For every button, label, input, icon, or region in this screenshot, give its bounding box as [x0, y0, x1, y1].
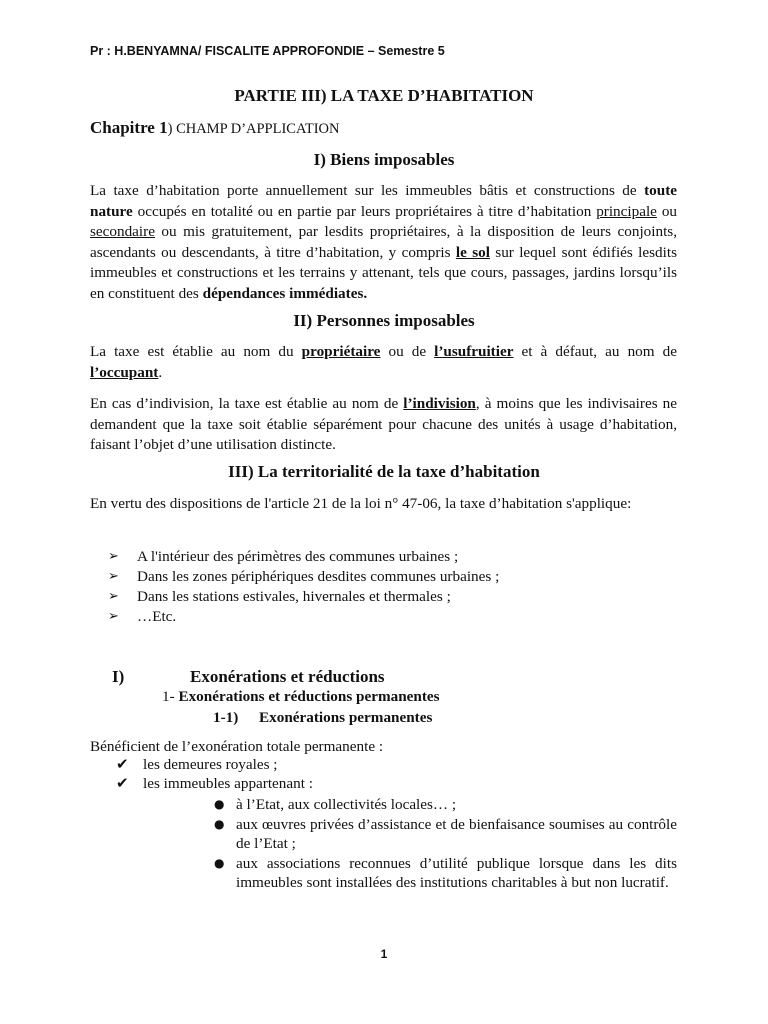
exoneration-check-list: [116, 755, 313, 793]
personnes-paragraph-2: En cas d’indivision, la taxe est établie au nom de l’indivision, à moins que les indivisaires ne demandent que la taxe soit établie séparément pour chacune des unités à usage d’habitation, faisant l’objet d’une utilisation distincte.: [90, 395, 677, 453]
emph-proprietaire: propriétaire: [301, 343, 381, 360]
list-item: ➢ Dans les stations estivales, hivernales et thermales ;: [108, 588, 451, 605]
subsection-exonerations-permanentes: 1-1) Exonérations permanentes: [213, 709, 433, 726]
emph-le-sol: le sol: [455, 243, 490, 261]
emph-dependances: dépendances immédiates.: [202, 284, 368, 302]
arrowhead-icon: ➢: [108, 609, 119, 624]
emph-principale: principale: [596, 202, 657, 220]
check-icon: ✔: [116, 755, 129, 773]
list-item: ➢ …Etc.: [108, 608, 177, 625]
section-territorialite-heading: III) La territorialité de la taxe d’habitation: [228, 462, 540, 481]
emph-secondaire: secondaire: [90, 223, 155, 240]
arrowhead-icon: ➢: [108, 569, 119, 584]
exoneration-lead: Bénéficient de l’exonération totale permanente :: [90, 738, 384, 755]
personnes-paragraph-1: La taxe est établie au nom du propriétaire ou de l’usufruitier et à défaut, au nom de l’occupant.: [90, 343, 677, 381]
section-exonerations-heading: I) Exonérations et réductions: [112, 667, 385, 686]
partie-title: PARTIE III) LA TAXE D’HABITATION: [234, 86, 534, 105]
emph-toute-nature: toute nature: [90, 182, 677, 220]
check-icon: ✔: [116, 774, 129, 792]
list-item: ✔ les immeubles appartenant :: [116, 774, 313, 792]
territorialite-bullet-list: [108, 547, 668, 627]
emph-occupant: l’occupant: [90, 363, 159, 381]
list-item: ● à l’Etat, aux collectivités locales… ;: [214, 796, 457, 813]
list-item: ✔ les demeures royales ;: [116, 755, 278, 773]
immeubles-dot-list: [214, 795, 677, 893]
arrowhead-icon: ➢: [108, 549, 119, 564]
chapitre-rest: ) CHAMP D’APPLICATION: [167, 121, 340, 137]
chapitre-prefix: Chapitre 1: [90, 118, 168, 137]
biens-imposables-paragraph: La taxe d’habitation porte annuellement sur les immeubles bâtis et constructions de toute nature occupés en totalité ou en partie par leurs propriétaires à titre d’habitation principale ou secondaire ou mis gratuitement, par lesdits propriétaires, à la disposition de leurs conjoints, ascendants ou descendants, à titre d’habitation, y compris le sol sur lequel sont édifiés lesdits immeubles et constructions et les terrains y attenant, tels que cours, passages, jardins lorsqu’ils en constituent des dépendances immédiates.: [90, 182, 678, 302]
dot-icon: ●: [214, 856, 225, 870]
list-item: ● aux associations reconnues d’utilité publique lorsque dans les dits immeubles sont installées des institutions charitables à but non lucratif.: [214, 855, 677, 891]
arrowhead-icon: ➢: [108, 589, 119, 604]
emph-indivision: l’indivision: [403, 395, 476, 412]
dot-icon: ●: [214, 817, 225, 831]
list-item: ➢ Dans les zones périphériques desdites communes urbaines ;: [108, 568, 500, 585]
list-item: ➢ A l'intérieur des périmètres des communes urbaines ;: [108, 548, 459, 565]
dot-icon: ●: [214, 797, 225, 811]
section-personnes-imposables-heading: II) Personnes imposables: [293, 311, 475, 330]
territorialite-intro: En vertu des dispositions de l'article 21 de la loi n° 47-06, la taxe d’habitation s'applique:: [90, 495, 632, 512]
section-biens-imposables-heading: I) Biens imposables: [313, 150, 455, 169]
list-item: ● aux œuvres privées d’assistance et de bienfaisance soumises au contrôle de l’Etat ;: [214, 816, 677, 852]
emph-usufruitier: l’usufruitier: [434, 343, 514, 360]
chapitre-title: [90, 118, 339, 138]
page-header: Pr : H.BENYAMNA/ FISCALITE APPROFONDIE – Semestre 5: [90, 44, 445, 58]
subsection-exonerations-reductions-permanentes: 1- Exonérations et réductions permanentes: [162, 688, 440, 705]
page-number: 1: [380, 947, 388, 961]
